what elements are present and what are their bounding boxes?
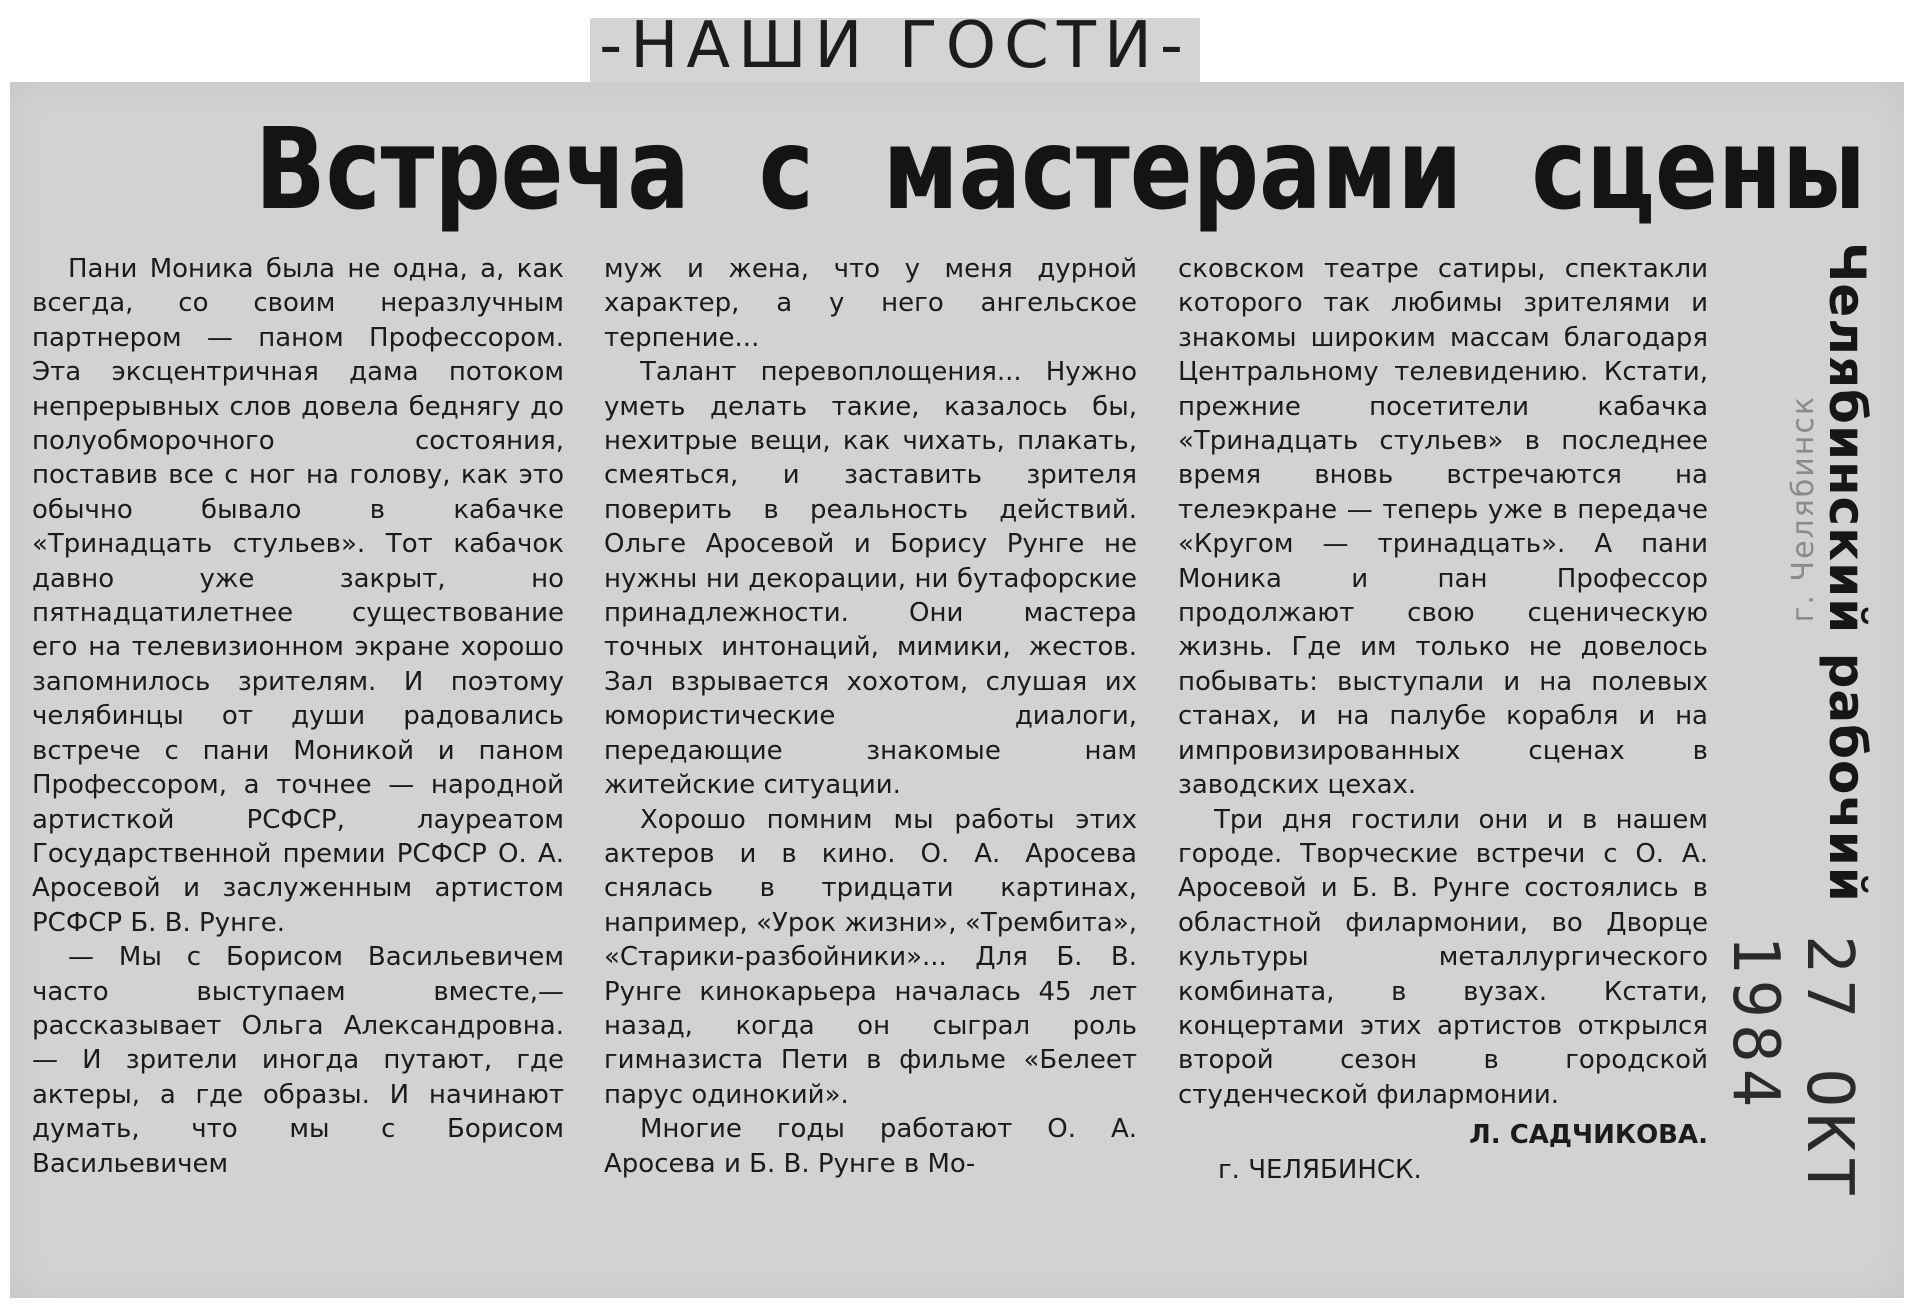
newspaper-masthead: Челябинский рабочий (1818, 242, 1876, 903)
masthead-city: г. Челябинск (1786, 395, 1821, 623)
section-rubric: -НАШИ ГОСТИ- (599, 9, 1191, 83)
headline: Встреча с мастерами сцены (255, 105, 1866, 235)
paragraph: муж и жена, что у меня дурной характер, а у него ангельское терпение... (604, 254, 1137, 353)
article-column-1 (32, 252, 564, 1181)
author-signature: Л. САДЧИКОВА. (1469, 1120, 1708, 1151)
paragraph: Талант перевоплощения... Нужно уметь делать такие, казалось бы, нехитрые вещи, как чихать, плакать, смеяться, и заставить зрителя поверить в реальность действий. Ольге Аросевой и Борису Рунге не нужны ни декорации, ни бутафорские принадлежности. Они мастера точных интонаций, мимики, жестов. Зал взрывается хохотом, слушая их юмористические диалоги, передающие знакомые нам житейские ситуации. (604, 357, 1137, 801)
article-column-2 (604, 252, 1137, 1181)
paragraph: Три дня гостили они и в нашем городе. Творческие встречи с О. А. Аросевой и Б. В. Рунге состоялись в областной филармонии, во Дворце культуры металлургического комбината, в вузах. Кстати, концертами этих артистов открылся второй сезон в городской студенческой филармонии. (1178, 804, 1708, 1110)
date-stamp: 27 ОКТ 1984 (1718, 935, 1866, 1203)
paragraph: Многие годы работают О. А. Аросева и Б. В. Рунге в Мо- (604, 1114, 1137, 1179)
paragraph: — Мы с Борисом Васильевичем часто выступаем вместе,— рассказывает Ольга Александровна. — И зрители иногда путают, где актеры, а где образы. И начинают думать, что мы с Борисом Васильевичем (32, 942, 564, 1179)
dateline-city: г. ЧЕЛЯБИНСК. (1218, 1154, 1422, 1185)
paragraph: сковском театре сатиры, спектакли которого так любимы зрителями и знакомы широким массам благодаря Центральному телевидению. Кстати, прежние посетители кабачка «Тринадцать стульев» в последнее время вновь встречаются на телеэкране — теперь уже в передаче «Кругом — тринадцать». А пани Моника и пан Профессор продолжают свою сценическую жизнь. Где им только не довелось побывать: выступали и на полевых станах, и на палубе корабля и на импровизированных сценах в заводских цехах. (1178, 254, 1708, 801)
article-column-3 (1178, 252, 1708, 1187)
paragraph: Хорошо помним мы работы этих актеров и в кино. О. А. Аросева снялась в тридцати картинах, например, «Урок жизни», «Трембита», «Старики-разбойники»... Для Б. В. Рунге кинокарьера началась 45 лет назад, когда он сыграл роль гимназиста Пети в фильме «Белеет парус одинокий». (604, 804, 1137, 1110)
paragraph: Пани Моника была не одна, а, как всегда, со своим неразлучным партнером — паном Профессором. Эта эксцентричная дама потоком непрерывных слов довела беднягу до полуобморочного состояния, поставив все с ног на голову, как это обычно бывало в кабачке «Тринадцать стульев». Тот кабачок давно уже закрыт, но пятнадцатилетнее существование его на телевизионном экране хорошо запомнилось зрителям. И поэтому челябинцы от души радовались встрече с пани Моникой и паном Профессором, а точнее — народной артисткой РСФСР, лауреатом Государственной премии РСФСР О. А. Аросевой и заслуженным артистом РСФСР Б. В. Рунге. (32, 254, 564, 938)
